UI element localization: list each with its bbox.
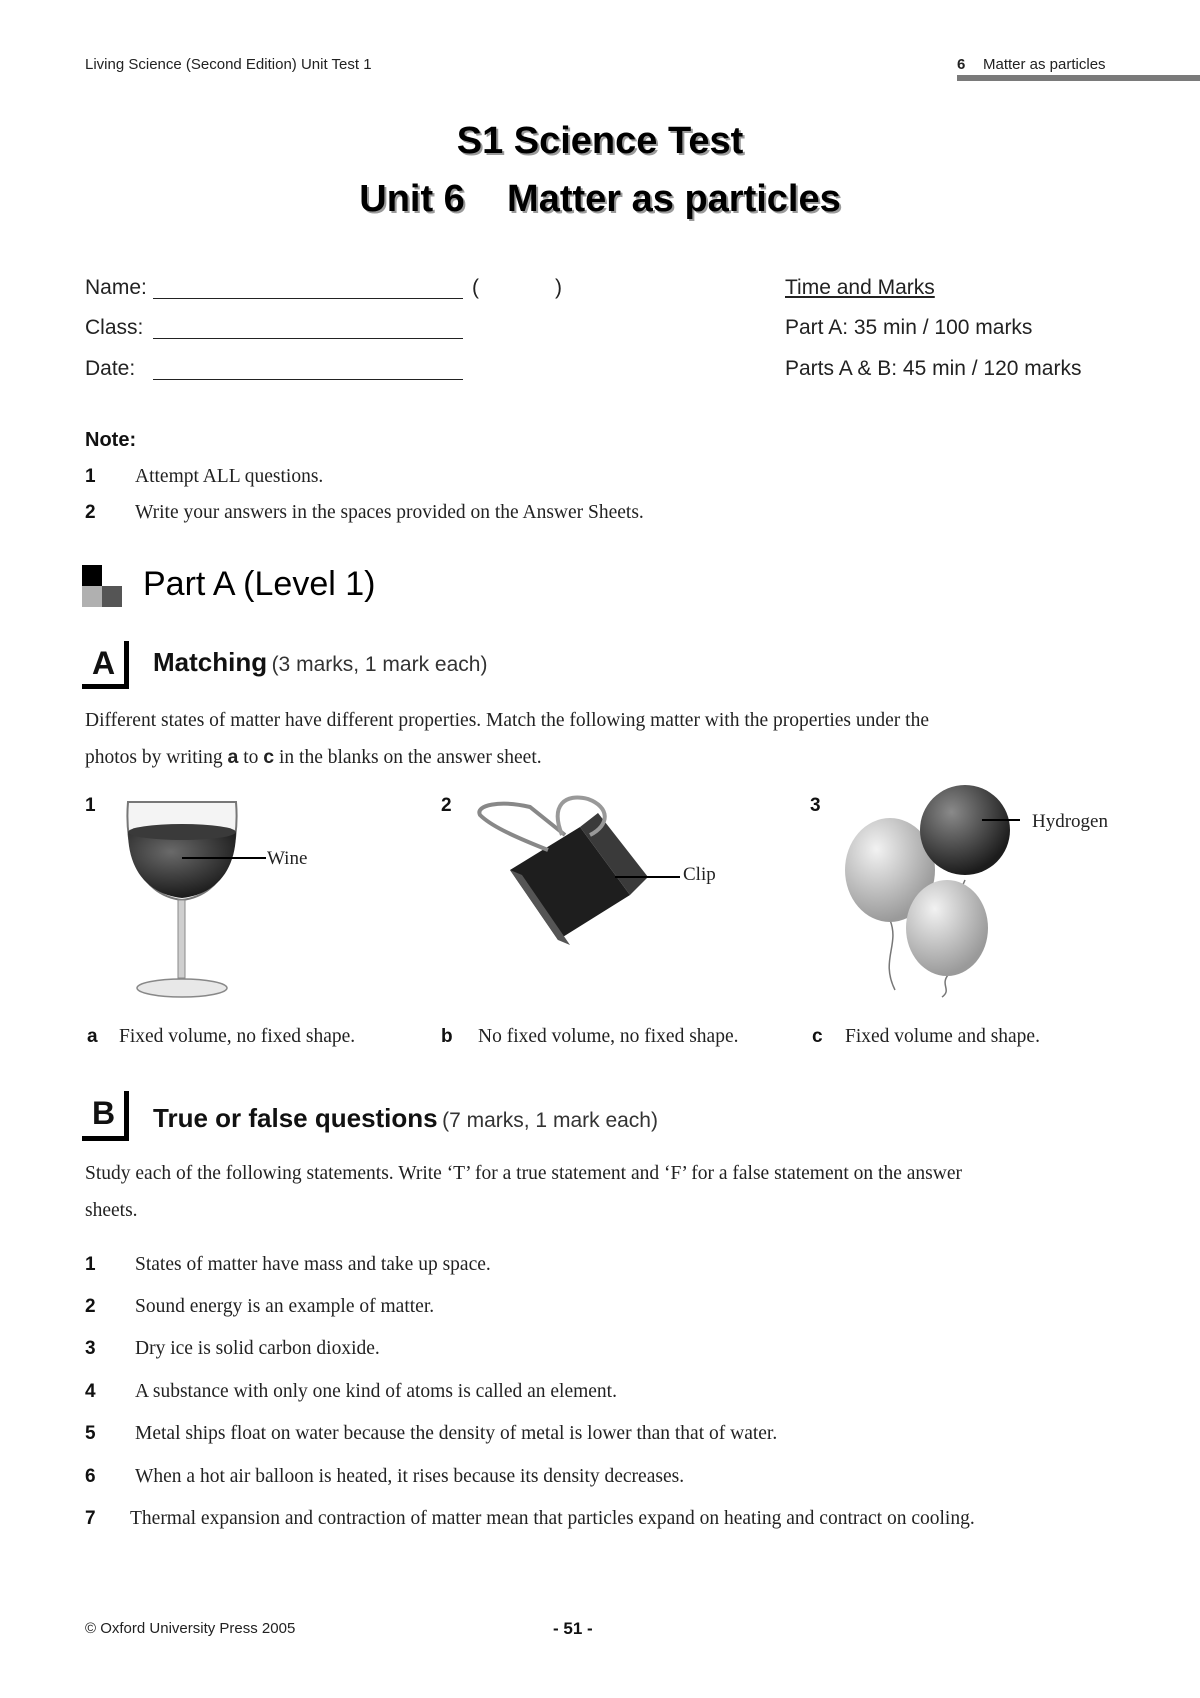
- figure-number: 1: [85, 795, 96, 816]
- question-text: Sound energy is an example of matter.: [135, 1296, 435, 1317]
- name-field[interactable]: [153, 298, 463, 299]
- instruction-letter: a: [227, 746, 239, 768]
- instruction-text: to: [238, 747, 264, 768]
- question-number: 4: [85, 1381, 96, 1402]
- figure-number: 3: [810, 795, 821, 816]
- figure-label-clip: Clip: [683, 864, 716, 885]
- time-marks-part-a: Part A: 35 min / 100 marks: [785, 316, 1033, 339]
- option-text: Fixed volume, no fixed shape.: [119, 1026, 356, 1047]
- option-text: Fixed volume and shape.: [845, 1026, 1040, 1047]
- section-b-heading: [153, 1103, 658, 1134]
- header-book-title: Living Science (Second Edition) Unit Test 1: [85, 56, 372, 73]
- footer-copyright: © Oxford University Press 2005: [85, 1620, 296, 1637]
- question-text: Dry ice is solid carbon dioxide.: [135, 1338, 380, 1359]
- question-number: 7: [85, 1508, 96, 1529]
- note-item-number: 1: [85, 466, 96, 487]
- note-heading: Note:: [85, 429, 137, 451]
- header-unit-number: 6: [957, 56, 966, 73]
- note-item-number: 2: [85, 502, 96, 523]
- question-number: 5: [85, 1423, 96, 1444]
- figure-label-wine: Wine: [267, 848, 308, 869]
- page-number: - 51 -: [553, 1619, 593, 1638]
- page-subtitle: Unit 6 Matter as particles: [359, 178, 841, 220]
- instruction-letter: c: [263, 746, 275, 768]
- header-unit-name: Matter as particles: [983, 56, 1106, 73]
- option-letter: a: [87, 1026, 98, 1047]
- binder-clip-icon: [470, 795, 680, 955]
- balloons-icon: [840, 785, 1020, 1000]
- section-a-title: Matching: [153, 647, 268, 677]
- question-number: 6: [85, 1466, 96, 1487]
- section-a-instruction: [85, 702, 1105, 776]
- section-b-letter: B: [92, 1095, 116, 1131]
- name-label: Name:: [85, 276, 147, 299]
- note-item-text: Write your answers in the spaces provided on the Answer Sheets.: [135, 502, 644, 523]
- question-text: Metal ships float on water because the density of metal is lower than that of water.: [135, 1423, 778, 1444]
- instruction-text: photos by writing: [85, 747, 228, 768]
- class-number-close: ): [555, 276, 562, 299]
- class-number-open: (: [472, 276, 479, 299]
- part-a-title: Part A (Level 1): [143, 565, 376, 603]
- instruction-line: sheets.: [85, 1200, 138, 1221]
- section-a-marks: (3 marks, 1 mark each): [271, 653, 488, 676]
- class-label: Class:: [85, 316, 144, 339]
- class-field[interactable]: [153, 338, 463, 339]
- page-title: S1 Science Test: [456, 120, 744, 162]
- question-number: 1: [85, 1254, 96, 1275]
- option-text: No fixed volume, no fixed shape.: [478, 1026, 739, 1047]
- wine-glass-icon: [120, 790, 290, 1005]
- part-squares-icon: [82, 565, 122, 607]
- figure-number: 2: [441, 795, 452, 816]
- time-marks-heading: Time and Marks: [785, 276, 935, 299]
- note-item-text: Attempt ALL questions.: [135, 466, 324, 487]
- time-marks-parts-ab: Parts A & B: 45 min / 120 marks: [785, 357, 1082, 380]
- section-a-letter: A: [92, 645, 116, 681]
- figure-label-hydrogen: Hydrogen: [1032, 811, 1108, 832]
- section-b-marks: (7 marks, 1 mark each): [442, 1109, 658, 1132]
- question-number: 2: [85, 1296, 96, 1317]
- question-text: Thermal expansion and contraction of matter mean that particles expand on heating and contract on cooling.: [130, 1508, 975, 1529]
- section-b-instruction: [85, 1155, 1145, 1229]
- instruction-text: in the blanks on the answer sheet.: [274, 747, 542, 768]
- section-a-heading: [153, 647, 487, 678]
- instruction-line: [85, 739, 1105, 776]
- instruction-line: Different states of matter have different properties. Match the following matter with the properties under the: [85, 710, 929, 731]
- date-field[interactable]: [153, 379, 463, 380]
- section-b-title: True or false questions: [153, 1103, 438, 1133]
- question-number: 3: [85, 1338, 96, 1359]
- date-label: Date:: [85, 357, 136, 380]
- instruction-line: Study each of the following statements. Write ‘T’ for a true statement and ‘F’ for a false statement on the answer: [85, 1163, 962, 1184]
- header-bar: [957, 75, 1200, 81]
- question-text: States of matter have mass and take up space.: [135, 1254, 491, 1275]
- option-letter: b: [441, 1026, 453, 1047]
- question-text: When a hot air balloon is heated, it rises because its density decreases.: [135, 1466, 685, 1487]
- question-text: A substance with only one kind of atoms is called an element.: [135, 1381, 617, 1402]
- option-letter: c: [812, 1026, 823, 1047]
